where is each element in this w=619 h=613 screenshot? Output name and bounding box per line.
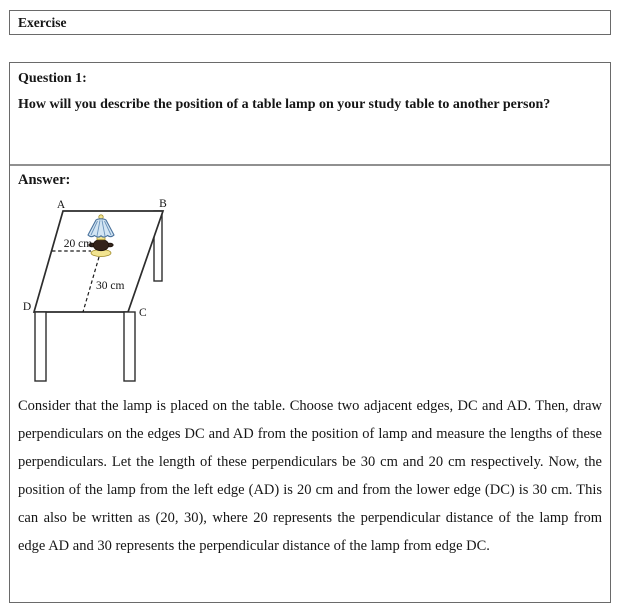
exercise-header-box [9, 10, 611, 35]
table-leg-right [124, 312, 135, 381]
question-answer-card [9, 62, 611, 603]
dim-label-30cm: 30 cm [96, 280, 125, 292]
lamp-body [93, 240, 108, 251]
corner-label-d: D [22, 301, 32, 313]
table-diagram [11, 194, 261, 390]
answer-paragraph: Consider that the lamp is placed on the table. Choose two adjacent edges, DC and AD. Then, draw perpendiculars on the edges DC and AD from the position of lamp and measure the lengths of these perpendiculars. Let the length of these perpendiculars be 30 cm and 20 cm respectively. Now, the position of the lamp from the left edge (AD) is 20 cm and from the lower edge (DC) is 30 cm. This can also be written as (20, 30), where 20 represents the perpendicular distance of the lamp from edge AD and 30 represents the perpendicular distance of the lamp from edge DC. [18, 398, 602, 554]
table-leg-left [35, 312, 46, 381]
corner-label-b: B [159, 198, 167, 210]
answer-heading: Answer: [18, 172, 71, 188]
question-text: How will you describe the position of a table lamp on your study table to another person? [18, 97, 551, 112]
exercise-title: Exercise [18, 15, 67, 30]
corner-label-a: A [56, 199, 66, 211]
answer-section [10, 169, 610, 560]
corner-label-c: C [139, 307, 147, 319]
dim-label-20cm: 20 cm [63, 238, 93, 250]
question-heading: Question 1: [18, 71, 87, 86]
question-section [10, 63, 610, 166]
